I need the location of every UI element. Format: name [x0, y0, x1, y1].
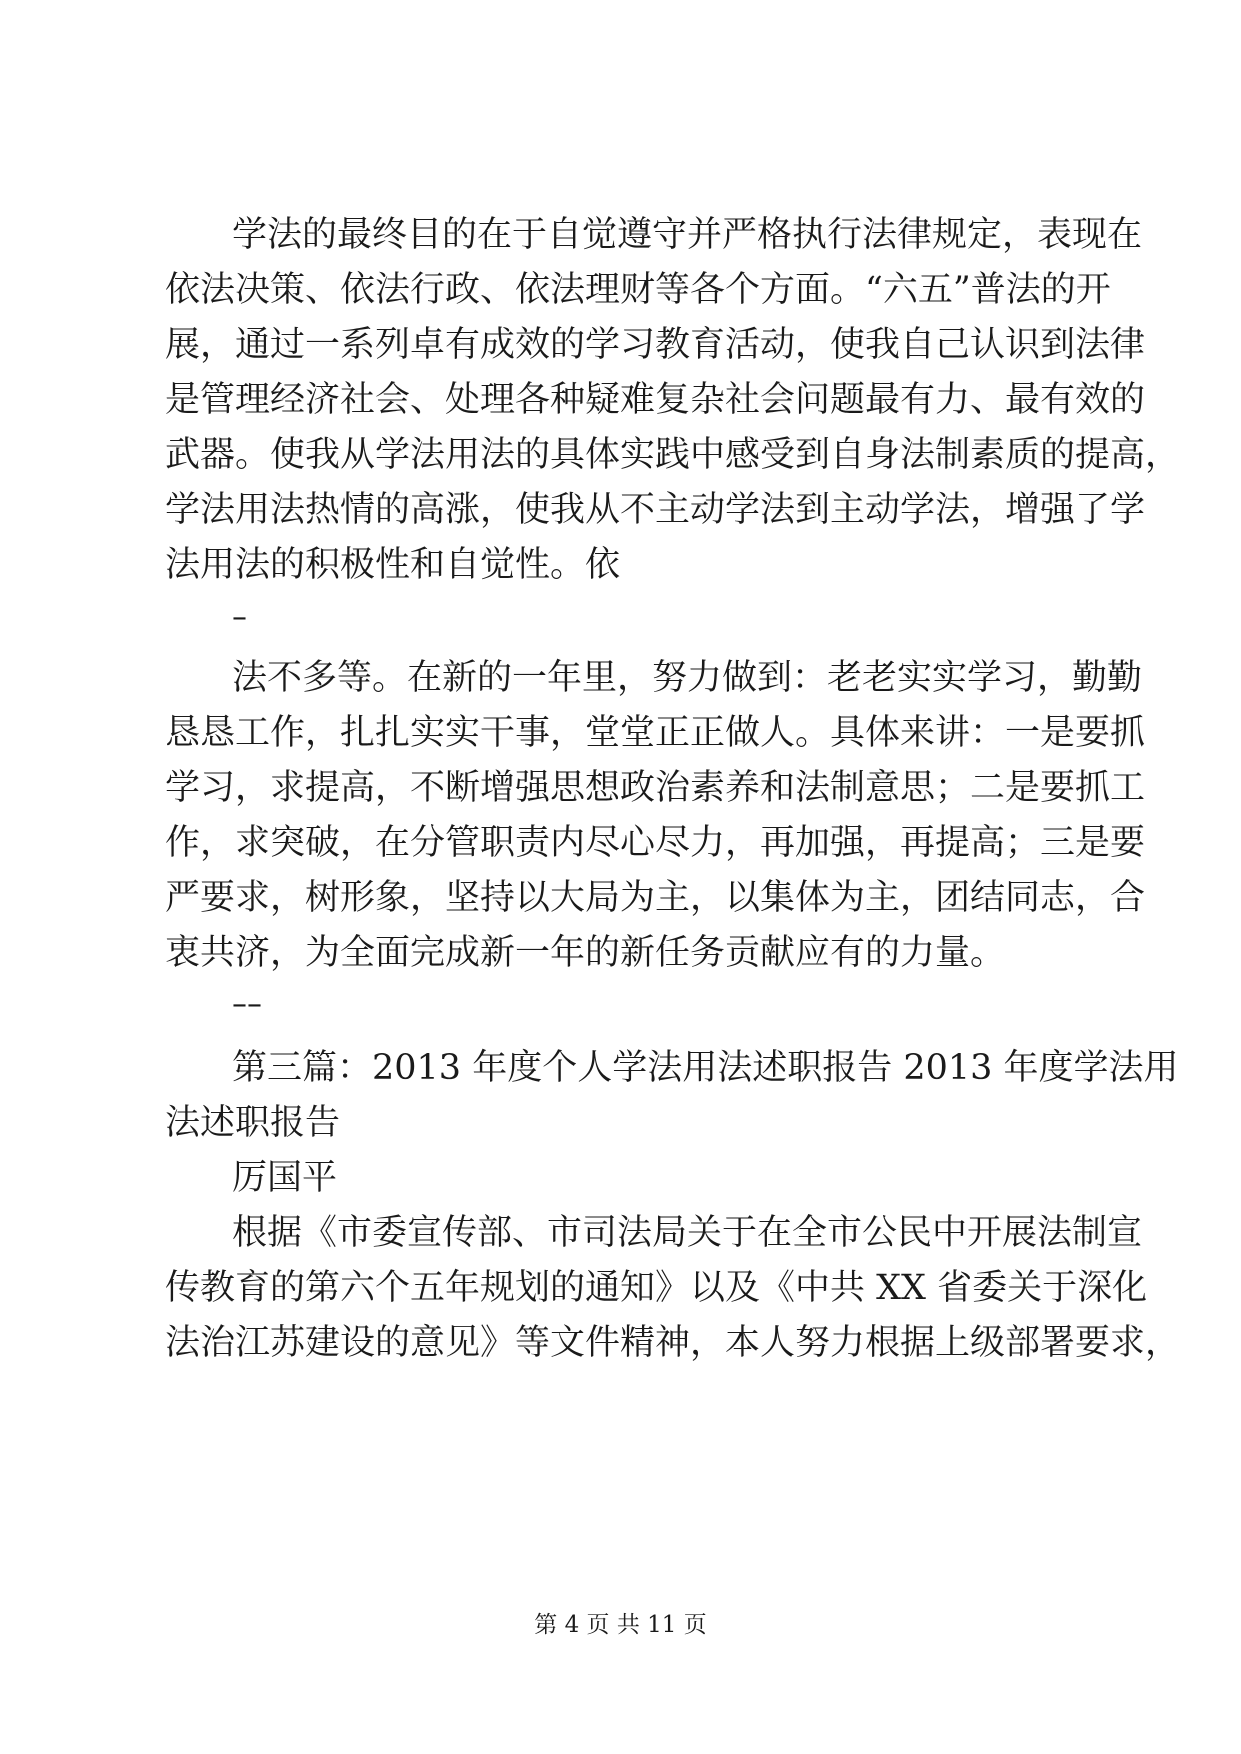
text-line: 法不多等。在新的一年里，努力做到：老老实实学习，勤勤 — [232, 658, 1143, 698]
text-line: 作，求突破，在分管职责内尽心尽力，再加强，再提高；三是要 — [165, 823, 1146, 863]
section-title-line: 法述职报告 — [165, 1103, 341, 1143]
text-line: 恳恳工作，扎扎实实干事，堂堂正正做人。具体来讲：一是要抓 — [165, 713, 1146, 753]
text-line: 学法用法热情的高涨，使我从不主动学法到主动学法，增强了学 — [165, 490, 1146, 530]
page-footer: 第 4 页 共 11 页 — [534, 1612, 707, 1638]
author-name: 厉国平 — [232, 1158, 338, 1198]
separator-dash: –– — [232, 987, 262, 1022]
text-line: 严要求，树形象，坚持以大局为主，以集体为主，团结同志，合 — [165, 878, 1146, 918]
section-title-line: 第三篇：2013 年度个人学法用法述职报告 2013 年度学法用 — [232, 1048, 1179, 1088]
text-line: 学法的最终目的在于自觉遵守并严格执行法律规定，表现在 — [232, 215, 1143, 255]
text-line: 法用法的积极性和自觉性。依 — [165, 545, 621, 585]
text-line: 武器。使我从学法用法的具体实践中感受到自身法制素质的提高， — [165, 435, 1181, 475]
text-line: 学习，求提高，不断增强思想政治素养和法制意思；二是要抓工 — [165, 768, 1146, 808]
text-line: 依法决策、依法行政、依法理财等各个方面。“六五”普法的开 — [165, 270, 1111, 310]
text-line: 是管理经济社会、处理各种疑难复杂社会问题最有力、最有效的 — [165, 380, 1146, 420]
separator-dash: – — [232, 600, 247, 635]
text-line: 传教育的第六个五年规划的通知》以及《中共 XX 省委关于深化 — [165, 1268, 1148, 1308]
text-line: 法治江苏建设的意见》等文件精神，本人努力根据上级部署要求， — [165, 1323, 1181, 1363]
text-line: 衷共济，为全面完成新一年的新任务贡献应有的力量。 — [165, 933, 1006, 973]
text-line: 展，通过一系列卓有成效的学习教育活动，使我自己认识到法律 — [165, 325, 1146, 365]
text-line: 根据《市委宣传部、市司法局关于在全市公民中开展法制宣 — [232, 1213, 1143, 1253]
